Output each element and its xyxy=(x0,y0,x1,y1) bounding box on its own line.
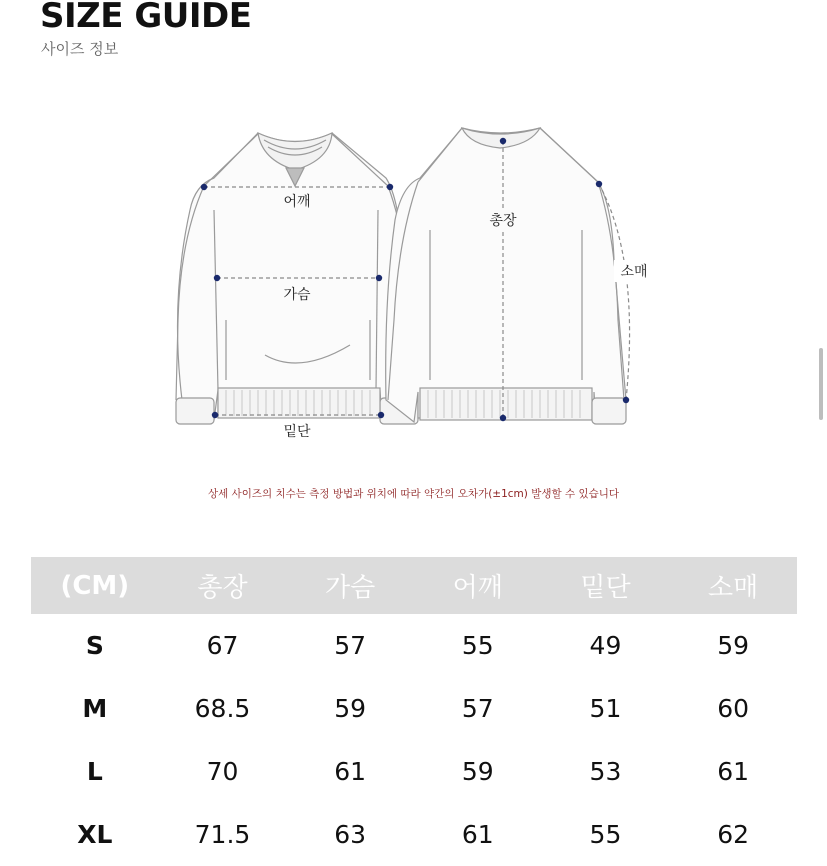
size-table xyxy=(31,557,797,866)
shoulder-label: 어깨 xyxy=(283,194,311,210)
table-cell: 68.5 xyxy=(194,694,251,723)
table-cell: 71.5 xyxy=(194,820,251,849)
header-length: 총장 xyxy=(159,557,287,614)
page-subtitle: 사이즈 정보 xyxy=(41,40,119,58)
table-cell: 57 xyxy=(334,631,367,660)
marker-dot xyxy=(596,181,602,187)
header-sleeve: 소매 xyxy=(669,557,797,614)
measurement-note: 상세 사이즈의 치수는 측정 방법과 위치에 따라 약간의 오차가(±1cm) 발생할 수 있습니다 xyxy=(207,488,620,500)
marker-dot xyxy=(214,275,220,281)
table-cell: 59 xyxy=(334,694,367,723)
marker-dot xyxy=(212,412,218,418)
marker-dot xyxy=(500,415,506,421)
header-shoulder: 어깨 xyxy=(414,557,542,614)
hem-label: 밑단 xyxy=(283,424,311,440)
marker-dot xyxy=(376,275,382,281)
header-hem: 밑단 xyxy=(542,557,670,614)
table-header-row xyxy=(31,557,797,614)
sleeve-label: 소매 xyxy=(620,264,648,280)
chest-label: 가슴 xyxy=(283,287,311,303)
size-cell: S xyxy=(85,631,104,660)
marker-dot xyxy=(623,397,629,403)
table-row xyxy=(31,803,797,866)
table-cell: 51 xyxy=(589,694,622,723)
marker-dot xyxy=(378,412,384,418)
header-unit: (CM) xyxy=(31,557,159,614)
size-cell: M xyxy=(82,694,108,723)
scrollbar[interactable] xyxy=(819,348,823,420)
back-sweatshirt-outline xyxy=(386,128,626,424)
table-cell: 61 xyxy=(461,820,494,849)
table-cell: 55 xyxy=(589,820,622,849)
table-cell: 49 xyxy=(589,631,622,660)
marker-dot xyxy=(500,138,506,144)
table-cell: 60 xyxy=(717,694,750,723)
table-row xyxy=(31,740,797,803)
table-cell: 63 xyxy=(334,820,367,849)
length-label: 총장 xyxy=(489,213,517,229)
table-row xyxy=(31,614,797,677)
table-cell: 53 xyxy=(589,757,622,786)
marker-dot xyxy=(201,184,207,190)
table-cell: 57 xyxy=(461,694,494,723)
table-cell: 62 xyxy=(717,820,750,849)
table-cell: 61 xyxy=(334,757,367,786)
table-cell: 59 xyxy=(717,631,750,660)
marker-dot xyxy=(387,184,393,190)
page-title: SIZE GUIDE xyxy=(40,0,252,36)
table-cell: 70 xyxy=(206,757,239,786)
table-cell: 59 xyxy=(461,757,494,786)
header-chest: 가슴 xyxy=(286,557,414,614)
table-cell: 55 xyxy=(461,631,494,660)
size-cell: XL xyxy=(77,820,113,849)
table-cell: 61 xyxy=(717,757,750,786)
table-row xyxy=(31,677,797,740)
size-cell: L xyxy=(86,757,103,786)
table-cell: 67 xyxy=(206,631,239,660)
